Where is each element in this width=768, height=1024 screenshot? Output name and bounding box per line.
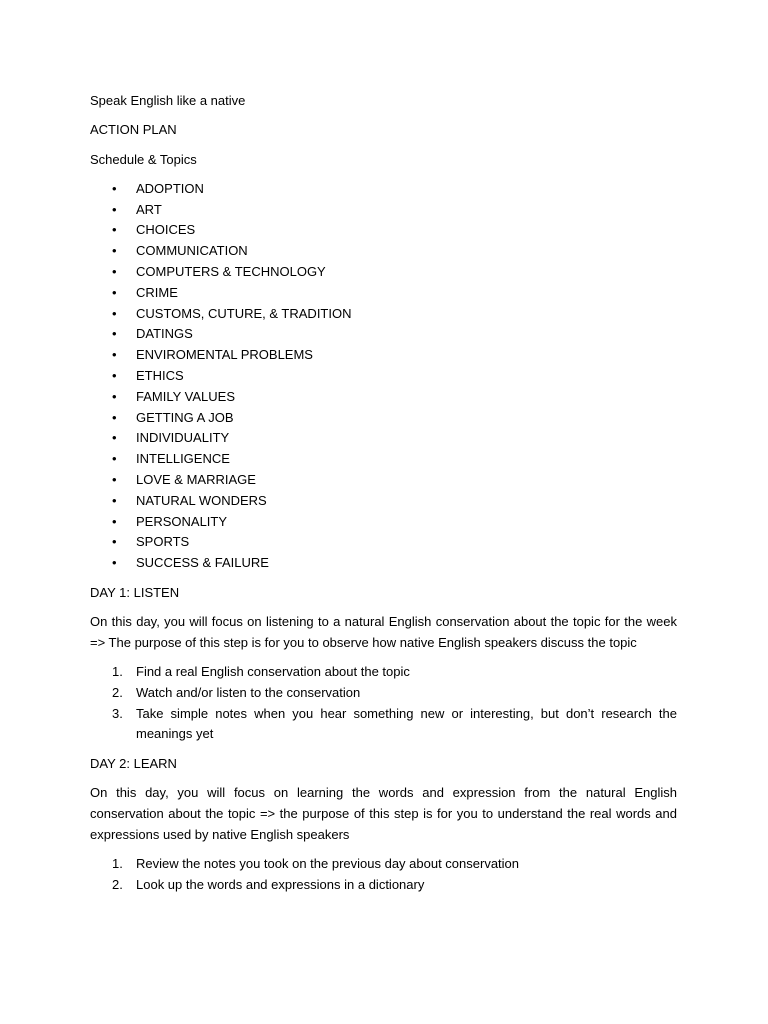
topic-label: ENVIROMENTAL PROBLEMS (136, 347, 313, 363)
topic-label: CUSTOMS, CUTURE, & TRADITION (136, 305, 352, 321)
step-number: 3. (112, 705, 123, 721)
topic-label: ADOPTION (136, 180, 204, 196)
bullet-icon: • (112, 201, 117, 217)
topic-list-item (90, 262, 677, 283)
step-number: 2. (112, 876, 123, 892)
step-number: 1. (112, 663, 123, 679)
topic-list-item (90, 387, 677, 408)
bullet-icon: • (112, 222, 117, 238)
day2-step-item (90, 854, 677, 875)
bullet-icon: • (112, 326, 117, 342)
day2-step-item (90, 875, 677, 896)
topic-label: COMPUTERS & TECHNOLOGY (136, 264, 326, 280)
topic-label: LOVE & MARRIAGE (136, 472, 256, 488)
section-heading-action-plan: ACTION PLAN (90, 122, 177, 138)
topic-list-item (90, 449, 677, 470)
document-title: Speak English like a native (90, 93, 246, 108)
bullet-icon: • (112, 492, 117, 508)
topic-list-item (90, 179, 677, 200)
topic-list (90, 179, 677, 574)
topic-list-item (90, 366, 677, 387)
topic-label: NATURAL WONDERS (136, 492, 267, 508)
topic-list-item (90, 200, 677, 221)
step-text: Find a real English conservation about the topic (136, 663, 410, 679)
section-heading-schedule: Schedule & Topics (90, 151, 197, 167)
step-text: Review the notes you took on the previous day about conservation (136, 855, 520, 871)
bullet-icon: • (112, 368, 117, 384)
topic-label: DATINGS (136, 326, 193, 342)
topic-list-item (90, 283, 677, 304)
bullet-icon: • (112, 388, 117, 404)
topic-list-item (90, 428, 677, 449)
bullet-icon: • (112, 451, 117, 467)
bullet-icon: • (112, 534, 117, 550)
topic-label: SPORTS (136, 534, 190, 550)
topic-list-item (90, 241, 677, 262)
bullet-icon: • (112, 284, 117, 300)
topic-list-item (90, 304, 677, 325)
day2-description: On this day, you will focus on learning the words and expression from the natural English conservation about the topic => the purpose of this step is for you to understand the real words and expressions used by native English speakers (90, 784, 677, 842)
bullet-icon: • (112, 305, 117, 321)
bullet-icon: • (112, 243, 117, 259)
bullet-icon: • (112, 472, 117, 488)
bullet-icon: • (112, 555, 117, 571)
topic-label: FAMILY VALUES (136, 388, 235, 404)
day1-step-list (90, 662, 677, 745)
topic-list-item (90, 470, 677, 491)
topic-label: COMMUNICATION (136, 243, 248, 259)
topic-label: INDIVIDUALITY (136, 430, 230, 446)
topic-list-item (90, 345, 677, 366)
step-text: Look up the words and expressions in a dictionary (136, 876, 425, 892)
day1-heading: DAY 1: LISTEN (90, 584, 180, 600)
day1-step-item (90, 662, 677, 683)
topic-list-item (90, 220, 677, 241)
bullet-icon: • (112, 264, 117, 280)
day2-heading: DAY 2: LEARN (90, 755, 177, 771)
topic-list-item (90, 553, 677, 574)
step-number: 1. (112, 855, 123, 871)
topic-list-item (90, 491, 677, 512)
day1-step-item (90, 704, 677, 746)
topic-list-item (90, 408, 677, 429)
topic-label: SUCCESS & FAILURE (136, 555, 269, 571)
step-number: 2. (112, 684, 123, 700)
day1-description: On this day, you will focus on listening to a natural English conservation about the topic for the week => The purpose of this step is for you to observe how native English speakers discuss the topic (90, 613, 677, 650)
topic-label: ETHICS (136, 368, 184, 384)
step-text: Watch and/or listen to the conservation (136, 684, 361, 700)
topic-list-item (90, 532, 677, 553)
topic-label: CRIME (136, 284, 178, 300)
step-text: Take simple notes when you hear something new or interesting, but don’t research the meanings yet (136, 705, 677, 742)
day1-step-item (90, 683, 677, 704)
document-page (90, 91, 677, 904)
topic-list-item (90, 512, 677, 533)
topic-label: GETTING A JOB (136, 409, 234, 425)
bullet-icon: • (112, 430, 117, 446)
topic-list-item (90, 324, 677, 345)
bullet-icon: • (112, 347, 117, 363)
topic-label: INTELLIGENCE (136, 451, 230, 467)
topic-label: PERSONALITY (136, 513, 228, 529)
topic-label: ART (136, 201, 162, 217)
topic-label: CHOICES (136, 222, 196, 238)
day2-step-list (90, 854, 677, 896)
bullet-icon: • (112, 180, 117, 196)
bullet-icon: • (112, 409, 117, 425)
bullet-icon: • (112, 513, 117, 529)
